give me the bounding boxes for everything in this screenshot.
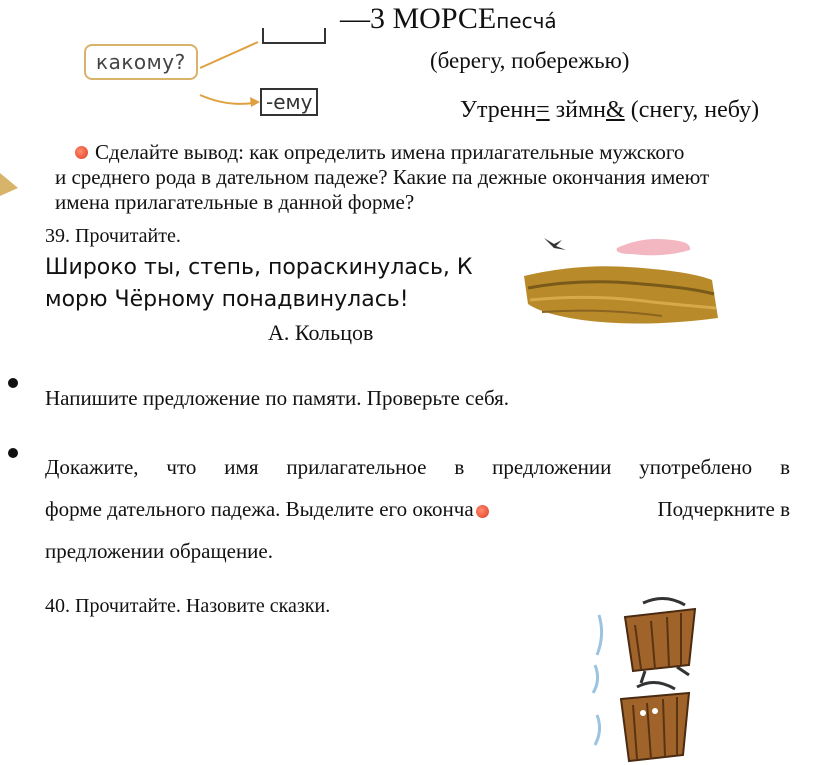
arrow-up <box>200 42 258 68</box>
exercise39-title: 39. Прочитайте. <box>45 225 181 247</box>
red-bullet-icon <box>476 505 489 518</box>
line2-prefix: Утренн <box>460 97 537 123</box>
line2-word2: зймн <box>549 97 607 123</box>
bird-icon <box>544 238 566 250</box>
line2-mark2: & <box>606 97 625 123</box>
red-bullet-icon <box>75 146 88 159</box>
bucket-icon <box>625 598 695 683</box>
cloud-shape <box>617 239 691 255</box>
task2-line2a: форме дательного падежа. Выделите его оконча <box>45 497 489 522</box>
steppe-illustration <box>522 228 722 338</box>
conclusion-line1 <box>55 140 815 165</box>
edge-decoration <box>0 168 20 198</box>
line2-mark1: = <box>536 97 550 123</box>
poem-line1: Широко ты, степь, пораскинулась, К <box>45 255 473 280</box>
title-main: —3 МОРСЕ <box>340 2 497 35</box>
conclusion-line2: и среднего рода в дательном падеже? Какие па дежные окончания имеют <box>55 165 710 189</box>
task2-line1: Докажите, что имя прилагательное в предложении употреблено в <box>45 455 790 479</box>
water-splash-icon <box>597 615 602 655</box>
hint-line2 <box>460 97 759 124</box>
bullet-icon <box>8 378 18 388</box>
exercise40-title: 40. Прочитайте. Назовите сказки. <box>45 595 331 617</box>
buckets-illustration <box>585 595 725 765</box>
conclusion-text1: Сделайте вывод: как определить имена прилагательные мужского <box>95 140 685 164</box>
line2-suffix: (снегу, небу) <box>624 97 760 123</box>
title-small: песча́ <box>496 9 557 33</box>
page-title <box>340 2 557 36</box>
arrows-diagram <box>180 20 480 140</box>
ending-label: -ему <box>266 90 313 114</box>
bucket-icon <box>621 682 689 761</box>
poem-author: А. Кольцов <box>268 320 374 345</box>
arrow-head <box>250 97 260 107</box>
task1-text: Напишите предложение по памяти. Проверьте себя. <box>45 386 510 410</box>
arrow-down <box>200 95 258 104</box>
task2-line2b: Подчеркните в <box>657 497 790 521</box>
conclusion-line3: имена прилагательные в данной форме? <box>55 190 415 214</box>
grass-field <box>524 266 718 323</box>
task2-line2 <box>45 497 790 522</box>
conclusion-paragraph <box>55 140 815 215</box>
hint-line1: (берегу, побережью) <box>430 48 630 73</box>
task2-line3: предложении обращение. <box>45 539 273 563</box>
bullet-icon <box>8 448 18 458</box>
poem-line2: морю Чёрному понадвинулась! <box>45 287 409 312</box>
question-box <box>84 44 198 80</box>
question-label: какому? <box>96 50 186 74</box>
ending-box <box>260 88 318 116</box>
